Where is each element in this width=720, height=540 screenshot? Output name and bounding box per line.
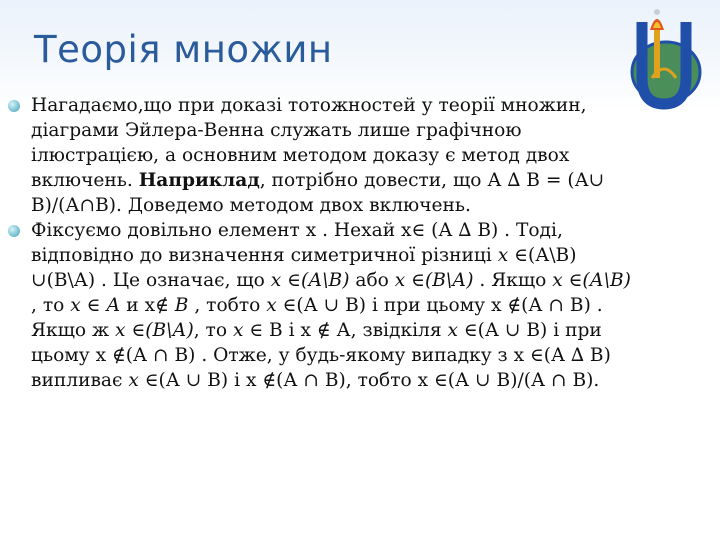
text-segment: діаграми Эйлера-Венна служать лише графічною [31,120,522,141]
text-line [31,293,708,318]
text-segment: В)/(А∩В). Доведемо методом двох включень. [31,195,471,216]
text-segment: , потрібно довести, що А ∆ В = (А∪ [259,170,605,191]
paragraph-2-lines [31,218,708,393]
text-line [31,218,708,243]
text-segment: ∈ В і х ∉ А, звідкіля [243,320,448,341]
text-segment: випливає [31,370,129,391]
text-line [31,168,708,193]
text-segment: цьому х ∉(А ∩ В) . Отже, у будь-якому випадку з х ∈(А ∆ В) [31,345,611,366]
text-segment: ∪(В\А) . Це означає, що [31,270,271,291]
text-line [31,118,708,143]
slide-title: Теорія множин [34,28,333,71]
text-segment: ілюстрацією, а основним методом доказу є метод двох [31,145,570,166]
bullet-icon [8,100,20,112]
bold-text: Наприклад [138,170,260,191]
text-segment: ∈(А\В) [508,245,577,266]
bullet-icon [8,225,20,237]
text-line [31,93,708,118]
math-text: х [394,270,406,291]
text-segment: ∈(А ∪ В) і при цьому х ∉(А ∩ В) . [276,295,603,316]
text-segment: ∈(А ∪ В) і при [457,320,602,341]
text-line [31,318,708,343]
text-segment: , то [193,320,233,341]
math-text: В [174,295,189,316]
paragraph-1-lines [31,93,708,218]
math-text: х ∈ А [70,295,121,316]
text-segment: , то [31,295,71,316]
text-segment: Нагадаємо,що при доказі тотожностей у теорії множин, [31,95,587,116]
text-line [31,193,708,218]
text-segment: и х∉ [120,295,175,316]
text-line [31,268,708,293]
text-segment: , тобто [188,295,267,316]
math-text: (В\А) [424,270,474,291]
math-text: х [497,245,509,266]
text-segment: ∈ [405,270,425,291]
math-text: х [128,370,139,391]
text-segment: ∈(А ∪ В) і х ∉(А ∩ В), тобто х ∈(А ∪ В)/(А ∩ В). [138,370,600,391]
math-text: х [447,320,458,341]
math-text: х ∈(А\В) [552,270,631,291]
text-line [31,243,708,268]
math-text: х ∈(А\В) [270,270,350,291]
math-text: х [266,295,277,316]
math-text: х ∈(В\А) [115,320,194,341]
paragraph-2 [8,218,708,393]
slide-body [8,93,708,393]
text-segment: відповідно до визначення симетричної різниці [31,245,498,266]
text-segment: . Якщо [473,270,553,291]
text-segment: або [349,270,395,291]
text-line [31,343,708,368]
text-line [31,143,708,168]
text-segment: Фіксуємо довільно елемент х . Нехай х∈ (А ∆ В) . Тоді, [31,220,563,241]
math-text: х [232,320,244,341]
text-line [31,368,708,393]
text-segment: Якщо ж [31,320,116,341]
paragraph-1 [8,93,708,218]
text-segment: включень. [31,170,139,191]
